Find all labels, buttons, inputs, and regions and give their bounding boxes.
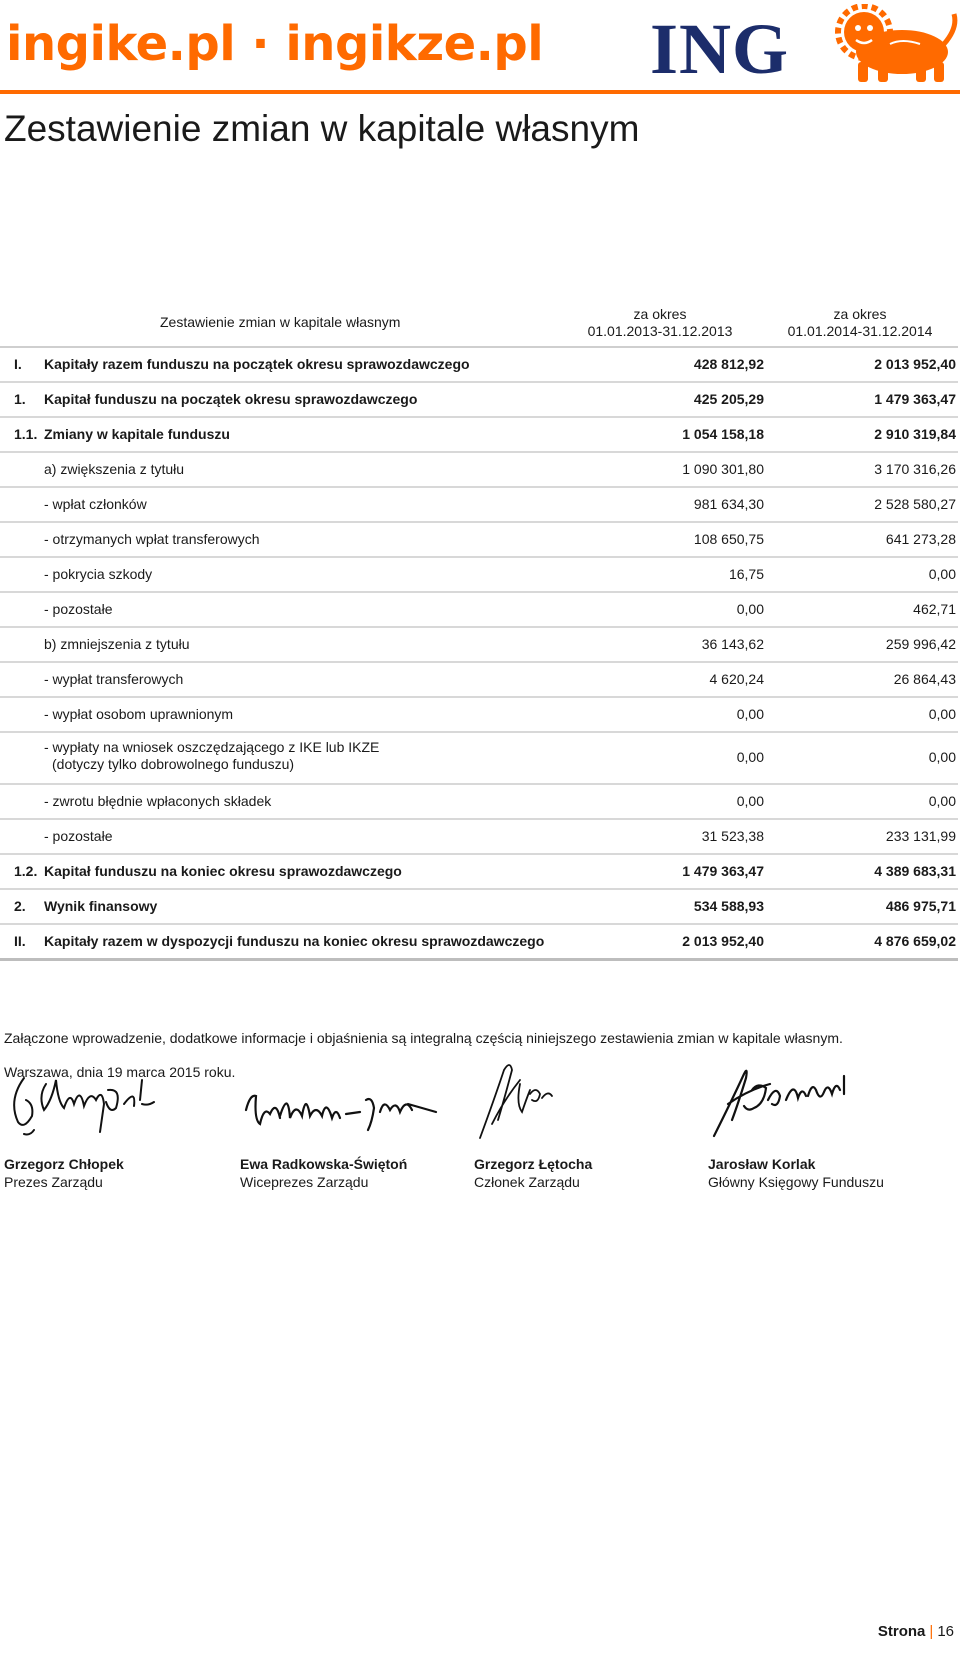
signatory-name: Jarosław Korlak: [708, 1156, 816, 1172]
row-number: 2.: [14, 898, 26, 914]
footer-separator: |: [929, 1623, 934, 1640]
row-number: 1.: [14, 391, 26, 407]
value-2014: 4 389 683,31: [874, 863, 956, 879]
row-label-line2: (dotyczy tylko dobrowolnego funduszu): [52, 756, 295, 772]
value-2013: 534 588,93: [693, 898, 764, 914]
value-2014: 233 131,99: [885, 828, 956, 844]
value-2014: 0,00: [928, 749, 956, 765]
table-row: [0, 698, 958, 733]
column-header-2014-line2: 01.01.2014-31.12.2014: [787, 323, 933, 339]
brand-text: ingike.pl · ingikze.pl: [6, 16, 544, 72]
page-number: 16: [937, 1623, 954, 1640]
value-2014: 0,00: [928, 566, 956, 582]
table-header: [0, 298, 958, 348]
footer-label: Strona: [877, 1623, 926, 1640]
column-header-2013-line2: 01.01.2013-31.12.2013: [587, 323, 733, 339]
value-2013: 1 054 158,18: [682, 426, 764, 442]
row-label-line1: - wypłaty na wniosek oszczędzającego z IKE lub IKZE: [44, 739, 380, 755]
row-label: - zwrotu błędnie wpłaconych składek: [44, 793, 272, 809]
column-header-2013: [560, 306, 760, 340]
row-label: b) zmniejszenia z tytułu: [44, 636, 190, 652]
table-row: [0, 523, 958, 558]
value-2014: 2 013 952,40: [874, 356, 956, 372]
table-row: [0, 593, 958, 628]
value-2014: 462,71: [913, 601, 956, 617]
table-row: [0, 383, 958, 418]
table-row: [0, 855, 958, 890]
table-row: [0, 488, 958, 523]
signatory-role: Wiceprezes Zarządu: [240, 1174, 369, 1190]
row-number: II.: [14, 933, 26, 949]
table-row: [0, 890, 958, 925]
value-2013: 1 479 363,47: [682, 863, 764, 879]
row-label: - pokrycia szkody: [44, 566, 153, 582]
table-row: [0, 925, 958, 961]
row-label: - wypłat transferowych: [44, 671, 184, 687]
row-label: Kapitały razem w dyspozycji funduszu na koniec okresu sprawozdawczego: [44, 933, 545, 949]
column-header-2014: [760, 306, 960, 340]
signatory-name: Grzegorz Łętocha: [474, 1156, 593, 1172]
table-title: Zestawienie zmian w kapitale własnym: [160, 314, 401, 330]
row-label: - wpłat członków: [44, 496, 147, 512]
value-2014: 4 876 659,02: [874, 933, 956, 949]
page-footer: [878, 1623, 954, 1640]
value-2013: 2 013 952,40: [682, 933, 764, 949]
value-2014: 3 170 316,26: [874, 461, 956, 477]
value-2014: 486 975,71: [885, 898, 956, 914]
table-row: [0, 733, 958, 785]
value-2013: 1 090 301,80: [682, 461, 764, 477]
value-2013: 981 634,30: [693, 496, 764, 512]
value-2014: 0,00: [928, 706, 956, 722]
row-number: 1.2.: [14, 863, 38, 879]
row-label: - pozostałe: [44, 601, 113, 617]
equity-changes-table: [0, 298, 958, 961]
row-label: Kapitał funduszu na początek okresu sprawozdawczego: [44, 391, 418, 407]
value-2014: 2 528 580,27: [874, 496, 956, 512]
value-2013: 0,00: [736, 793, 764, 809]
page-title: Zestawienie zmian w kapitale własnym: [4, 108, 640, 149]
table-row: [0, 785, 958, 820]
value-2013: 428 812,92: [693, 356, 764, 372]
page-header: [0, 0, 960, 96]
row-label: Kapitał funduszu na koniec okresu sprawozdawczego: [44, 863, 402, 879]
value-2013: 31 523,38: [701, 828, 764, 844]
row-label: Wynik finansowy: [44, 898, 158, 914]
value-2013: 0,00: [736, 601, 764, 617]
value-2013: 16,75: [728, 566, 764, 582]
value-2014: 259 996,42: [885, 636, 956, 652]
signature-image: [474, 1060, 674, 1140]
table-row: [0, 820, 958, 855]
signature-image: [240, 1060, 440, 1140]
table-row: [0, 348, 958, 383]
row-label: Kapitały razem funduszu na początek okresu sprawozdawczego: [44, 356, 470, 372]
notes-statement: Załączone wprowadzenie, dodatkowe informacje i objaśnienia są integralną częścią niniejszego zestawienia zmian w kapitale własnym.: [4, 1030, 843, 1046]
signatory-name: Grzegorz Chłopek: [4, 1156, 124, 1172]
orange-lion-icon: [830, 4, 960, 84]
value-2013: 108 650,75: [693, 531, 764, 547]
signature-image: [4, 1060, 204, 1140]
table-row: [0, 453, 958, 488]
header-divider: [0, 90, 960, 94]
row-label: - otrzymanych wpłat transferowych: [44, 531, 260, 547]
row-label: a) zwiększenia z tytułu: [44, 461, 185, 477]
ing-logo-text: ING: [650, 9, 790, 89]
value-2013: 36 143,62: [701, 636, 764, 652]
table-row: [0, 558, 958, 593]
signatory-role: Członek Zarządu: [474, 1174, 580, 1190]
value-2014: 26 864,43: [893, 671, 956, 687]
value-2014: 641 273,28: [885, 531, 956, 547]
row-label: [44, 739, 379, 773]
table-row: [0, 628, 958, 663]
signatory-role: Prezes Zarządu: [4, 1174, 103, 1190]
value-2013: 0,00: [736, 706, 764, 722]
value-2014: 1 479 363,47: [874, 391, 956, 407]
table-row: [0, 663, 958, 698]
value-2014: 0,00: [928, 793, 956, 809]
row-number: I.: [14, 356, 22, 372]
column-header-2014-line1: za okres: [833, 306, 887, 322]
row-label: - wypłat osobom uprawnionym: [44, 706, 234, 722]
value-2014: 2 910 319,84: [874, 426, 956, 442]
value-2013: 4 620,24: [709, 671, 764, 687]
signature-image: [708, 1060, 908, 1140]
row-label: - pozostałe: [44, 828, 113, 844]
column-header-2013-line1: za okres: [633, 306, 687, 322]
row-label: Zmiany w kapitale funduszu: [44, 426, 230, 442]
signatory-role: Główny Księgowy Funduszu: [708, 1174, 884, 1190]
signatory-name: Ewa Radkowska-Świętoń: [240, 1156, 408, 1172]
place-and-date: Warszawa, dnia 19 marca 2015 roku.: [4, 1064, 236, 1080]
value-2013: 0,00: [736, 749, 764, 765]
table-row: [0, 418, 958, 453]
value-2013: 425 205,29: [693, 391, 764, 407]
row-number: 1.1.: [14, 426, 38, 442]
